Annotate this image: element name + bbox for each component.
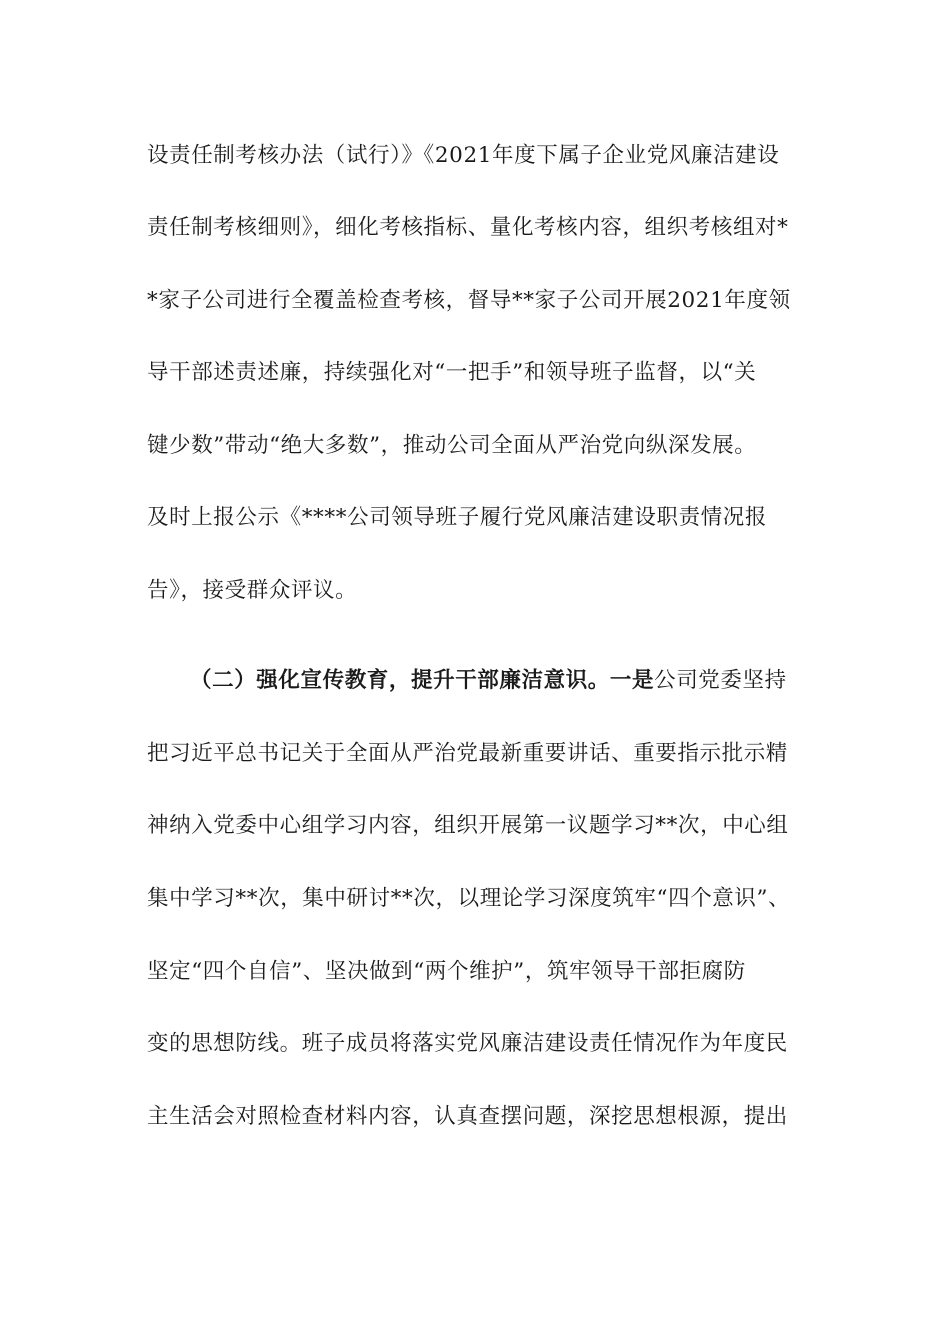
body-line: 责任制考核细则》，细化考核指标、量化考核内容，组织考核组对* — [147, 215, 789, 240]
body-line: 导干部述责述廉，持续强化对“一把手”和领导班子监督，以“关 — [147, 360, 757, 385]
body-line: 及时上报公示《****公司领导班子履行党风廉洁建设职责情况报 — [147, 505, 768, 530]
body-line: 神纳入党委中心组学习内容，组织开展第一议题学习**次，中心组 — [147, 813, 789, 838]
body-line: *家子公司进行全覆盖检查考核，督导**家子公司开展2021年度领 — [147, 288, 791, 313]
section-heading: （二）强化宣传教育，提升干部廉洁意识。 — [190, 668, 610, 693]
lead-term: 一是 — [609, 668, 655, 693]
body-line: 设责任制考核办法（试行）》《2021年度下属子企业党风廉洁建设 — [147, 143, 780, 168]
body-line: 主生活会对照检查材料内容，认真查摆问题，深挖思想根源，提出 — [147, 1104, 788, 1129]
body-line: 变的思想防线。班子成员将落实党风廉洁建设责任情况作为年度民 — [147, 1031, 788, 1056]
body-line: 集中学习**次，集中研讨**次，以理论学习深度筑牢“四个意识”、 — [147, 886, 791, 911]
body-line: 把习近平总书记关于全面从严治党最新重要讲话、重要指示批示精 — [147, 741, 788, 766]
first-line-text: 公司党委坚持 — [654, 668, 787, 693]
body-line: 告》，接受群众评议。 — [147, 578, 358, 603]
body-line: 坚定“四个自信”、坚决做到“两个维护”，筑牢领导干部拒腐防 — [147, 959, 746, 984]
body-line: 键少数”带动“绝大多数”，推动公司全面从严治党向纵深发展。 — [147, 433, 757, 458]
section-heading-line — [190, 666, 850, 696]
